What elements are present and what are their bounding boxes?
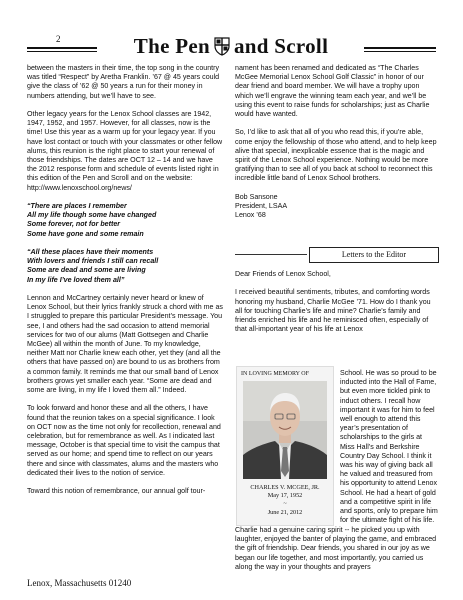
shield-icon <box>214 37 230 56</box>
section-title: Letters to the Editor <box>309 247 439 263</box>
footer-address: Lenox, Massachusetts 01240 <box>27 578 132 588</box>
letter-wrap-paragraph: School. He was so proud to be inducted into the Hall of Fame, but even more tickled pink to induct others. I recall how important it was for him to feel well enough to attend this year’s presentation of scholarships to the girls at Miss Hall’s and Berkshire Country Day School. I think it was his way of giving back all he valued and treasured from his opportunity to attend Lenox School. He had a heart of gold and a competitive spirit in life and sports, only to prepare him for the ultimate fight of his life. <box>340 369 438 525</box>
lyric-line: Some have gone and some remain <box>27 229 144 238</box>
article-paragraph: So, I’d like to ask that all of you who read this, if you’re able, come enjoy the fellowship of those who attend, and to help keep alive that special, inexplicable essence that is the magic and spirit of the Lenox School experience. Nothing would be more gratifying than to see all of you back at school to reconnect this incredible little band of Lenox School brothers. <box>235 128 437 183</box>
memorial-dash: ~ <box>283 500 287 508</box>
memorial-heading: IN LOVING MEMORY OF <box>241 371 309 377</box>
page-number: 2 <box>56 34 61 44</box>
masthead-title-right: and Scroll <box>233 33 329 58</box>
section-rule <box>235 254 307 255</box>
left-column <box>27 64 223 506</box>
masthead <box>100 30 362 62</box>
header-rule-right-thin <box>364 51 436 52</box>
memorial-died: June 21, 2012 <box>267 508 303 516</box>
article-paragraph: between the masters in their time, the top song in the country was titled “Respect” by Aretha Franklin. ’67 @ 45 years could give the class of ’62 @ 50 years a run for their money in numbers attending, but we’ll have to see. <box>27 64 220 100</box>
lyric-line: “All these places have their moments <box>27 248 154 257</box>
signature-class: Lenox ’68 <box>235 211 266 220</box>
signature-name: Bob Sansone <box>235 192 278 201</box>
masthead-title-left: The Pen <box>133 33 210 58</box>
header-rule-right <box>364 47 436 49</box>
memorial-card <box>236 366 334 526</box>
lyric-line: Some are dead and some are living <box>27 266 146 275</box>
lyric-line: With lovers and friends I still can recall <box>27 257 159 266</box>
article-paragraph: Toward this notion of remembrance, our annual golf tour- <box>27 487 206 496</box>
article-paragraph: To look forward and honor these and all the others, I have found that the reunion takes on a special significance. I look on OCT now as the time not only for recollection, renewal and celebration, but for remembrance as well. As I indicated last message, October is that special time to visit the campus that served as our home; and spend time to reflect on our years there and since with classmates, alums and the masters who dedicated their lives to the notion of service. <box>27 404 221 477</box>
letter-paragraph: Charlie had a genuine caring spirit -- he picked you up with laughter, enjoyed the banter of playing the game, and embraced the gift of friendship. Dear friends, you shared in our joy as we began our life together, and most importantly, you carried us along the way in your thoughts and prayers <box>235 526 437 571</box>
lyric-line: In my life I’ve loved them all” <box>27 275 125 284</box>
letter-paragraph: I received beautiful sentiments, tributes, and comforting words honoring my husband, Charlie McGee ’71. How do I thank you all for touching Charlie’s life and mine? Charlie’s family and friends enriched his life and he reminisced often, especially of that all-important year of his life at Lenox <box>235 288 431 334</box>
memorial-born: May 17, 1952 <box>267 492 303 500</box>
portrait-photo <box>243 381 327 479</box>
memorial-name: CHARLES V. MCGEE, JR. <box>250 484 320 491</box>
article-paragraph: nament has been renamed and dedicated as “The Charles McGee Memorial Lenox School Golf Classic” in honor of our dear friend and board member. We will have a trophy upon which we’ll engrave the winning team each year, and we’ll be using this event to raise funds for scholarships; just as Charlie would have wanted. <box>235 64 430 119</box>
lyric-line: All my life though some have changed <box>27 211 157 220</box>
article-paragraph: Lennon and McCartney certainly never heard or knew of Lenox School, but their lyrics frankly struck a chord with me as I struggled to prepare this particular President’s message. You see, I and others had the sad occasion to attend memorial services for two of our alums (Matt Gottsegen and Charlie McGee) all within the month of June. To my knowledge, neither Matt nor Charlie knew each other, yet they (and all the others that have passed on) are bound to us as brothers from a common family. It reminds me that our small band of Lenox brothers grows yet smaller each year. “Some are dead and some are living, in my life I loved them all.” Indeed. <box>27 294 223 395</box>
letter-body <box>235 270 437 344</box>
letter-salutation: Dear Friends of Lenox School, <box>235 270 331 278</box>
signature-block <box>235 193 437 221</box>
lyric-line: Some forever, not for better <box>27 220 121 229</box>
article-paragraph: Other legacy years for the Lenox School classes are 1942, 1947, 1952, and 1957. However, for all classes, now is the time! Use this year as a warm up for your legacy year. If you have lost contact or touch with your classmates or other fellow alums, this reunion is the right place to start your renewal of those friendships. The dates are OCT 12 – 14 and we have the 2012 response form and schedule of events listed right in this edition of the Pen and Scroll and on the website: http://www.lenoxschool.org/news/ <box>27 110 223 192</box>
lyric-line: “There are places I remember <box>27 202 127 211</box>
header-rule-left <box>27 47 97 49</box>
memorial-text <box>237 484 333 517</box>
signature-title: President, LSAA <box>235 202 288 211</box>
lyrics-verse-2 <box>27 248 223 285</box>
header-rule-left-thin <box>27 51 97 52</box>
lyrics-verse-1 <box>27 202 223 239</box>
right-column <box>235 64 437 220</box>
